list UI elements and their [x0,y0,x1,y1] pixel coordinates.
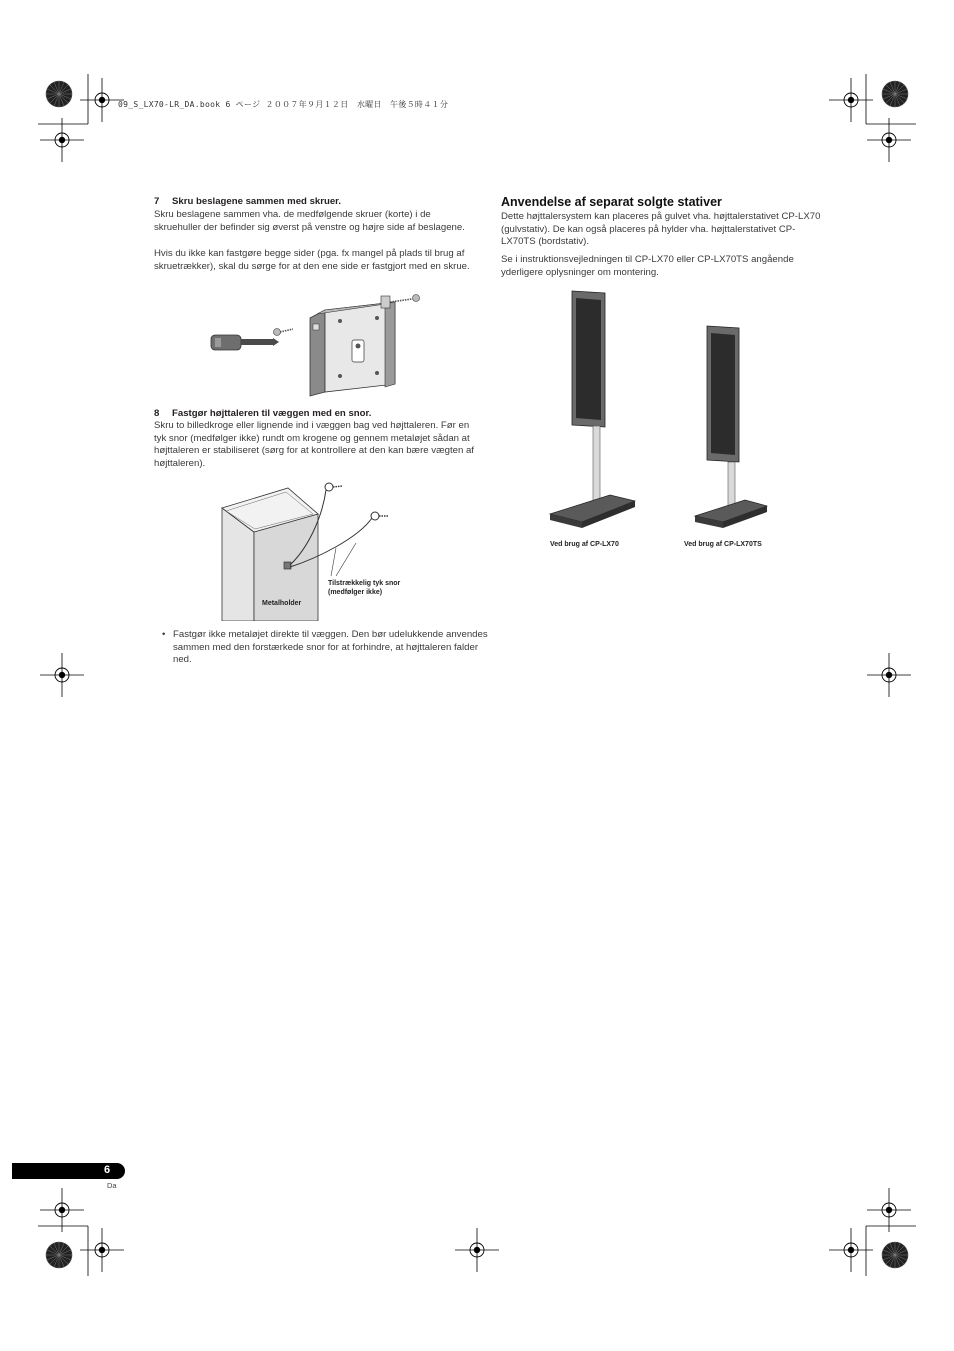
file-info-header: 09_S_LX70-LR_DA.book 6 ページ ２００７年９月１２日 水曜日 午後５時４１分 [118,100,449,109]
speaker-stands-illustration [545,288,775,533]
step-7-title [154,196,484,207]
hook-top-icon [325,483,343,491]
cord-label-line-1: Tilstrækkelig tyk snor [328,580,401,587]
caption-table-stand: Ved brug af CP-LX70TS [684,541,762,548]
bracket-screw-illustration [205,288,430,400]
step-7-para-2: Hvis du ikke kan fastgøre begge sider (pga. fx mangel på plads til brug af skruetrækker), skal du sørge for at den ene side er fastgjort med en skrue. [154,248,470,272]
stands-para-1: Dette højttalersystem kan placeres på gulvet vha. højttalerstativet CP-LX70 (gulvstativ). De kan også placeres på hylder vha. højttalerstativet CP-LX70TS (bordstativ). [501,211,821,248]
floor-stand-icon [550,291,635,528]
cord-label [328,579,448,597]
table-stand-icon [695,326,767,528]
bullet-marker: • [162,629,166,640]
screw-left-icon [274,329,294,336]
metal-holder-label: Metalholder [262,600,302,607]
step-7-para-1: Skru beslagene sammen vha. de medfølgende skruer (korte) i de skruehuller der befinder sig øverst på venstre og højre side af beslagene. [154,209,465,233]
screw-right-icon [390,295,420,303]
stands-para-2: Se i instruktionsvejledningen til CP-LX70 eller CP-LX70TS angående yderligere oplysninger om montering. [501,254,794,278]
page-number: 6 [104,1164,111,1176]
step-7-number: 7 [154,196,160,207]
screwdriver-icon [211,335,279,350]
caption-floor-stand: Ved brug af CP-LX70 [550,541,619,548]
step-8-bullet [154,629,495,667]
hook-right-icon [371,512,388,520]
step-8-para-1: Skru to billedkroge eller lignende ind i væggen bag ved højttaleren. Før en tyk snor (medfølger ikke) rundt om krogene og gennem metaløjet sådan at højttaleren er stabiliseret (sørg for at kontrollere at den kan bære vægten af højttaleren). [154,420,474,469]
step-8-title [154,408,484,419]
step-7-title-text: Skru beslagene sammen med skruer. [172,196,342,207]
page-language: Da [107,1181,117,1190]
cord-label-line-2: (medfølger ikke) [328,589,383,596]
step-8-bullet-text: Fastgør ikke metaløjet direkte til væggen. Den bør udelukkende anvendes sammen med den forstærkede snor for at forhindre, at højttaleren falder ned. [173,629,488,666]
metal-eye-icon [284,562,291,569]
step-8-number: 8 [154,408,160,419]
stands-heading: Anvendelse af separat solgte stativer [501,195,722,209]
speaker-cord-illustration [218,478,393,621]
step-8-title-text: Fastgør højttaleren til væggen med en snor. [172,408,372,419]
wall-bracket-icon [310,296,395,396]
